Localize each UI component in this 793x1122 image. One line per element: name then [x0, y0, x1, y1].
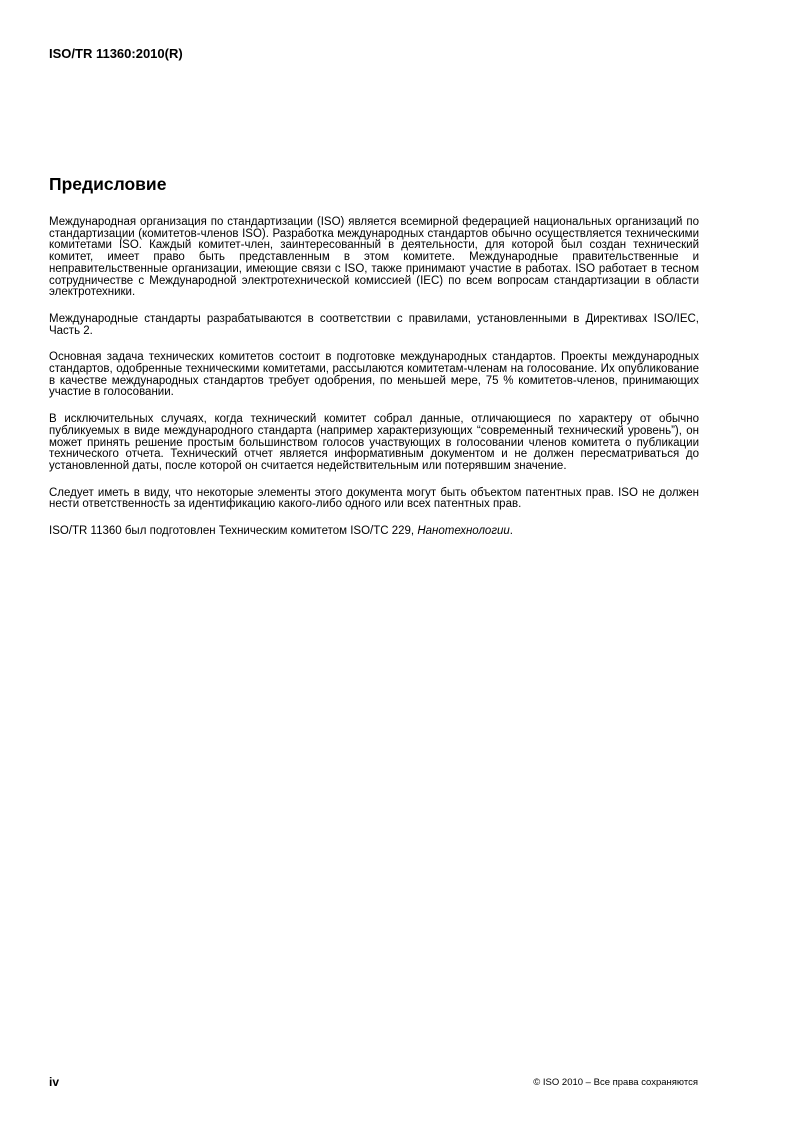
paragraph: Международные стандарты разрабатываются в соответствии с правилами, установленными в Директивах ISO/IEC, Часть 2.	[49, 312, 699, 337]
paragraph-final	[49, 526, 699, 538]
paragraph: Основная задача технических комитетов состоит в подготовке международных стандартов. Проекты международных стандартов, одобренные техническими комитетами, рассылаются комитетам-членам на голосование. Их опубликование в качестве международных стандартов требует одобрения, по меньшей мере, 75 % комитетов-членов, принимающих участие в голосовании.	[49, 351, 699, 399]
committee-name: Нанотехнологии	[417, 525, 510, 538]
page-number: iv	[49, 1075, 60, 1089]
final-paragraph-suffix: .	[509, 525, 513, 538]
foreword-body	[49, 217, 699, 553]
paragraph: Международная организация по стандартизации (ISO) является всемирной федерацией национальных организаций по стандартизации (комитетов-членов ISO). Разработка международных стандартов обычно осуществляется техническими комитетами ISO. Каждый комитет-член, заинтересованный в деятельности, для которой был создан технический комитет, имеет право быть представленным в этом комитете. Международные правительственные и неправительственные организации, имеющие связи с ISO, также принимают участие в работах. ISO работает в тесном сотрудничестве с Международной электротехнической комиссией (IEC) по всем вопросам стандартизации в области электротехники.	[49, 216, 699, 299]
document-id-header: ISO/TR 11360:2010(R)	[49, 46, 183, 61]
copyright-notice: © ISO 2010 – Все права сохраняются	[533, 1077, 698, 1088]
paragraph: Следует иметь в виду, что некоторые элементы этого документа могут быть объектом патентных прав. ISO не должен нести ответственность за идентификацию какого-либо одного или всех патентных прав.	[49, 486, 699, 511]
page-title: Предисловие	[49, 174, 167, 194]
final-paragraph-prefix: ISO/TR 11360 был подготовлен Техническим комитетом ISO/TC 229,	[49, 525, 418, 538]
paragraph: В исключительных случаях, когда технический комитет собрал данные, отличающиеся по характеру от обычно публикуемых в виде международного стандарта (например характеризующих “современный технический уровень”), он может принять решение простым большинством голосов участвующих в голосовании членов комитета о публикации технического отчета. Технический отчет является информативным документом и не должен пересматриваться до установленной даты, после которой он считается недействительным или потерявшим значение.	[49, 413, 699, 472]
